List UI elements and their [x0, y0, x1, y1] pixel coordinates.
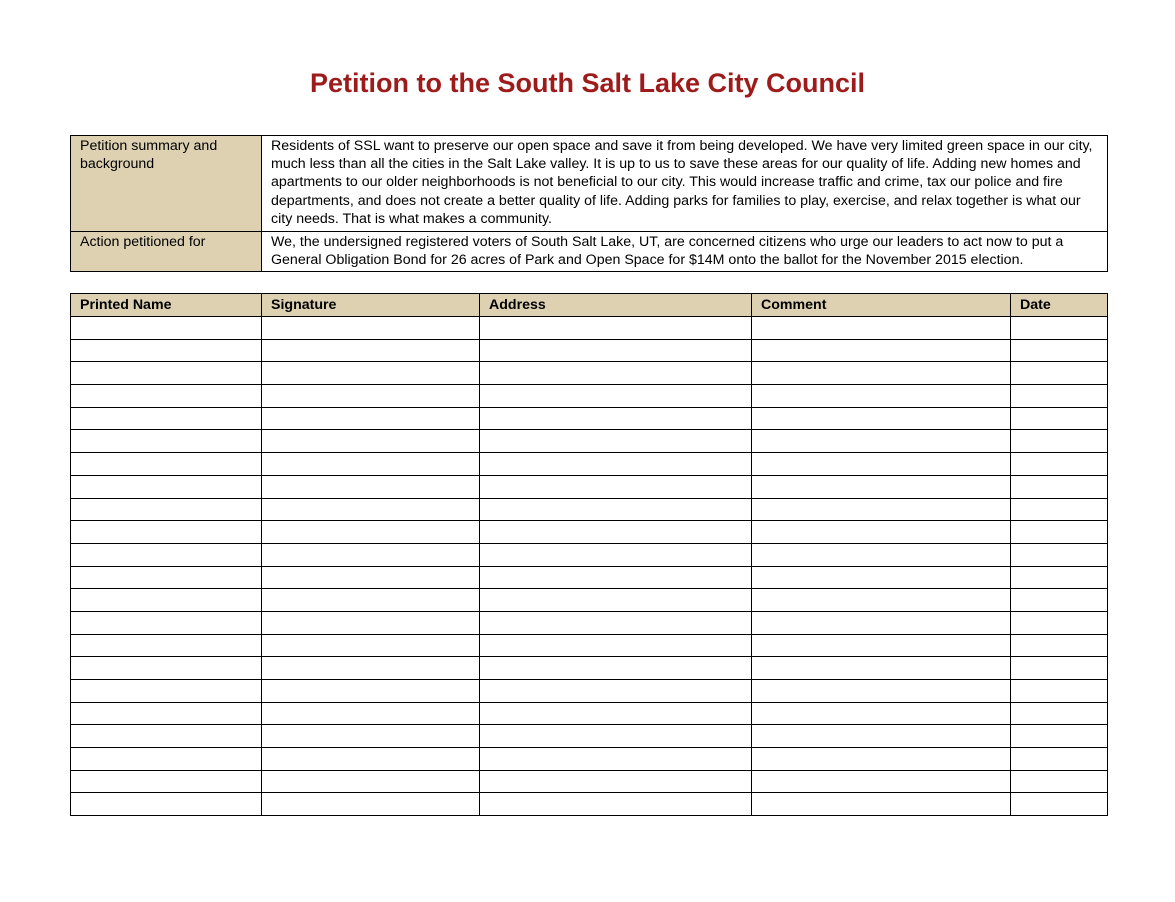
cell-comment[interactable]	[752, 770, 1011, 793]
cell-printed-name[interactable]	[71, 657, 262, 680]
cell-date[interactable]	[1011, 430, 1108, 453]
action-label: Action petitioned for	[71, 232, 262, 272]
table-row	[71, 339, 1108, 362]
cell-comment[interactable]	[752, 657, 1011, 680]
table-row	[71, 498, 1108, 521]
cell-date[interactable]	[1011, 702, 1108, 725]
cell-signature[interactable]	[262, 475, 480, 498]
column-header-comment: Comment	[752, 294, 1011, 317]
table-row	[71, 566, 1108, 589]
column-header-signature: Signature	[262, 294, 480, 317]
cell-date[interactable]	[1011, 566, 1108, 589]
cell-printed-name[interactable]	[71, 362, 262, 385]
cell-comment[interactable]	[752, 702, 1011, 725]
cell-signature[interactable]	[262, 793, 480, 816]
cell-printed-name[interactable]	[71, 339, 262, 362]
cell-comment[interactable]	[752, 339, 1011, 362]
table-row	[71, 385, 1108, 408]
cell-signature[interactable]	[262, 566, 480, 589]
cell-address[interactable]	[480, 680, 752, 703]
cell-address[interactable]	[480, 589, 752, 612]
cell-signature[interactable]	[262, 362, 480, 385]
cell-address[interactable]	[480, 725, 752, 748]
cell-printed-name[interactable]	[71, 702, 262, 725]
table-row	[71, 793, 1108, 816]
cell-comment[interactable]	[752, 317, 1011, 340]
cell-signature[interactable]	[262, 521, 480, 544]
cell-comment[interactable]	[752, 725, 1011, 748]
cell-printed-name[interactable]	[71, 317, 262, 340]
cell-address[interactable]	[480, 611, 752, 634]
cell-date[interactable]	[1011, 362, 1108, 385]
cell-printed-name[interactable]	[71, 589, 262, 612]
cell-address[interactable]	[480, 317, 752, 340]
cell-printed-name[interactable]	[71, 770, 262, 793]
cell-comment[interactable]	[752, 430, 1011, 453]
cell-date[interactable]	[1011, 521, 1108, 544]
cell-signature[interactable]	[262, 543, 480, 566]
cell-printed-name[interactable]	[71, 521, 262, 544]
cell-signature[interactable]	[262, 634, 480, 657]
cell-printed-name[interactable]	[71, 680, 262, 703]
cell-signature[interactable]	[262, 317, 480, 340]
signature-table	[70, 293, 1108, 816]
cell-date[interactable]	[1011, 407, 1108, 430]
cell-signature[interactable]	[262, 498, 480, 521]
cell-printed-name[interactable]	[71, 634, 262, 657]
cell-printed-name[interactable]	[71, 725, 262, 748]
table-row	[71, 634, 1108, 657]
column-header-printed-name: Printed Name	[71, 294, 262, 317]
table-row	[71, 657, 1108, 680]
column-header-date: Date	[1011, 294, 1108, 317]
cell-printed-name[interactable]	[71, 430, 262, 453]
cell-date[interactable]	[1011, 339, 1108, 362]
cell-comment[interactable]	[752, 543, 1011, 566]
cell-address[interactable]	[480, 702, 752, 725]
cell-signature[interactable]	[262, 770, 480, 793]
cell-signature[interactable]	[262, 748, 480, 771]
action-row	[71, 232, 1108, 272]
cell-address[interactable]	[480, 498, 752, 521]
cell-address[interactable]	[480, 453, 752, 476]
table-row	[71, 475, 1108, 498]
cell-date[interactable]	[1011, 475, 1108, 498]
table-row	[71, 589, 1108, 612]
action-text: We, the undersigned registered voters of South Salt Lake, UT, are concerned citizens who urge our leaders to act now to put a General Obligation Bond for 26 acres of Park and Open Space for $14M onto the ballot for the November 2015 election.	[262, 232, 1108, 272]
cell-address[interactable]	[480, 543, 752, 566]
cell-printed-name[interactable]	[71, 475, 262, 498]
summary-text: Residents of SSL want to preserve our open space and save it from being developed. We have very limited green space in our city, much less than all the cities in the Salt Lake valley. It is up to us to save these areas for our quality of life. Adding new homes and apartments to our older neighborhoods is not beneficial to our city. This would increase traffic and crime, tax our police and fire departments, and does not create a better quality of life. Adding parks for families to play, exercise, and relax together is what our city needs. That is what makes a community.	[262, 136, 1108, 232]
table-row	[71, 430, 1108, 453]
cell-comment[interactable]	[752, 634, 1011, 657]
cell-date[interactable]	[1011, 589, 1108, 612]
cell-comment[interactable]	[752, 362, 1011, 385]
cell-signature[interactable]	[262, 725, 480, 748]
cell-date[interactable]	[1011, 611, 1108, 634]
cell-date[interactable]	[1011, 453, 1108, 476]
signature-rows	[71, 317, 1108, 816]
page-title: Petition to the South Salt Lake City Council	[309, 68, 866, 98]
cell-date[interactable]	[1011, 725, 1108, 748]
cell-date[interactable]	[1011, 634, 1108, 657]
cell-comment[interactable]	[752, 566, 1011, 589]
cell-signature[interactable]	[262, 657, 480, 680]
table-row	[71, 317, 1108, 340]
cell-address[interactable]	[480, 770, 752, 793]
cell-signature[interactable]	[262, 589, 480, 612]
cell-comment[interactable]	[752, 475, 1011, 498]
cell-printed-name[interactable]	[71, 498, 262, 521]
cell-date[interactable]	[1011, 793, 1108, 816]
cell-printed-name[interactable]	[71, 748, 262, 771]
cell-signature[interactable]	[262, 430, 480, 453]
cell-comment[interactable]	[752, 453, 1011, 476]
cell-address[interactable]	[480, 748, 752, 771]
cell-address[interactable]	[480, 475, 752, 498]
cell-date[interactable]	[1011, 317, 1108, 340]
cell-comment[interactable]	[752, 793, 1011, 816]
cell-printed-name[interactable]	[71, 611, 262, 634]
cell-address[interactable]	[480, 793, 752, 816]
cell-comment[interactable]	[752, 407, 1011, 430]
cell-date[interactable]	[1011, 770, 1108, 793]
cell-comment[interactable]	[752, 498, 1011, 521]
cell-signature[interactable]	[262, 407, 480, 430]
cell-printed-name[interactable]	[71, 566, 262, 589]
table-row	[71, 680, 1108, 703]
cell-signature[interactable]	[262, 702, 480, 725]
cell-comment[interactable]	[752, 589, 1011, 612]
table-row	[71, 521, 1108, 544]
cell-address[interactable]	[480, 339, 752, 362]
cell-address[interactable]	[480, 634, 752, 657]
cell-comment[interactable]	[752, 521, 1011, 544]
cell-address[interactable]	[480, 407, 752, 430]
cell-date[interactable]	[1011, 680, 1108, 703]
table-row	[71, 702, 1108, 725]
column-header-address: Address	[480, 294, 752, 317]
cell-address[interactable]	[480, 385, 752, 408]
cell-comment[interactable]	[752, 748, 1011, 771]
signature-header-row	[71, 294, 1108, 317]
cell-signature[interactable]	[262, 339, 480, 362]
cell-comment[interactable]	[752, 611, 1011, 634]
cell-signature[interactable]	[262, 611, 480, 634]
cell-date[interactable]	[1011, 385, 1108, 408]
summary-label: Petition summary and background	[71, 136, 262, 232]
cell-address[interactable]	[480, 566, 752, 589]
cell-comment[interactable]	[752, 385, 1011, 408]
table-row	[71, 362, 1108, 385]
cell-comment[interactable]	[752, 680, 1011, 703]
table-row	[71, 543, 1108, 566]
cell-signature[interactable]	[262, 453, 480, 476]
cell-date[interactable]	[1011, 498, 1108, 521]
table-row	[71, 453, 1108, 476]
table-row	[71, 770, 1108, 793]
cell-printed-name[interactable]	[71, 793, 262, 816]
table-row	[71, 748, 1108, 771]
cell-printed-name[interactable]	[71, 543, 262, 566]
cell-date[interactable]	[1011, 543, 1108, 566]
table-row	[71, 611, 1108, 634]
cell-printed-name[interactable]	[71, 453, 262, 476]
cell-address[interactable]	[480, 430, 752, 453]
summary-row	[71, 136, 1108, 232]
cell-signature[interactable]	[262, 385, 480, 408]
table-row	[71, 725, 1108, 748]
cell-printed-name[interactable]	[71, 385, 262, 408]
cell-printed-name[interactable]	[71, 407, 262, 430]
cell-date[interactable]	[1011, 748, 1108, 771]
cell-date[interactable]	[1011, 657, 1108, 680]
petition-info-table	[70, 135, 1108, 272]
cell-address[interactable]	[480, 362, 752, 385]
cell-address[interactable]	[480, 521, 752, 544]
cell-signature[interactable]	[262, 680, 480, 703]
cell-address[interactable]	[480, 657, 752, 680]
table-row	[71, 407, 1108, 430]
